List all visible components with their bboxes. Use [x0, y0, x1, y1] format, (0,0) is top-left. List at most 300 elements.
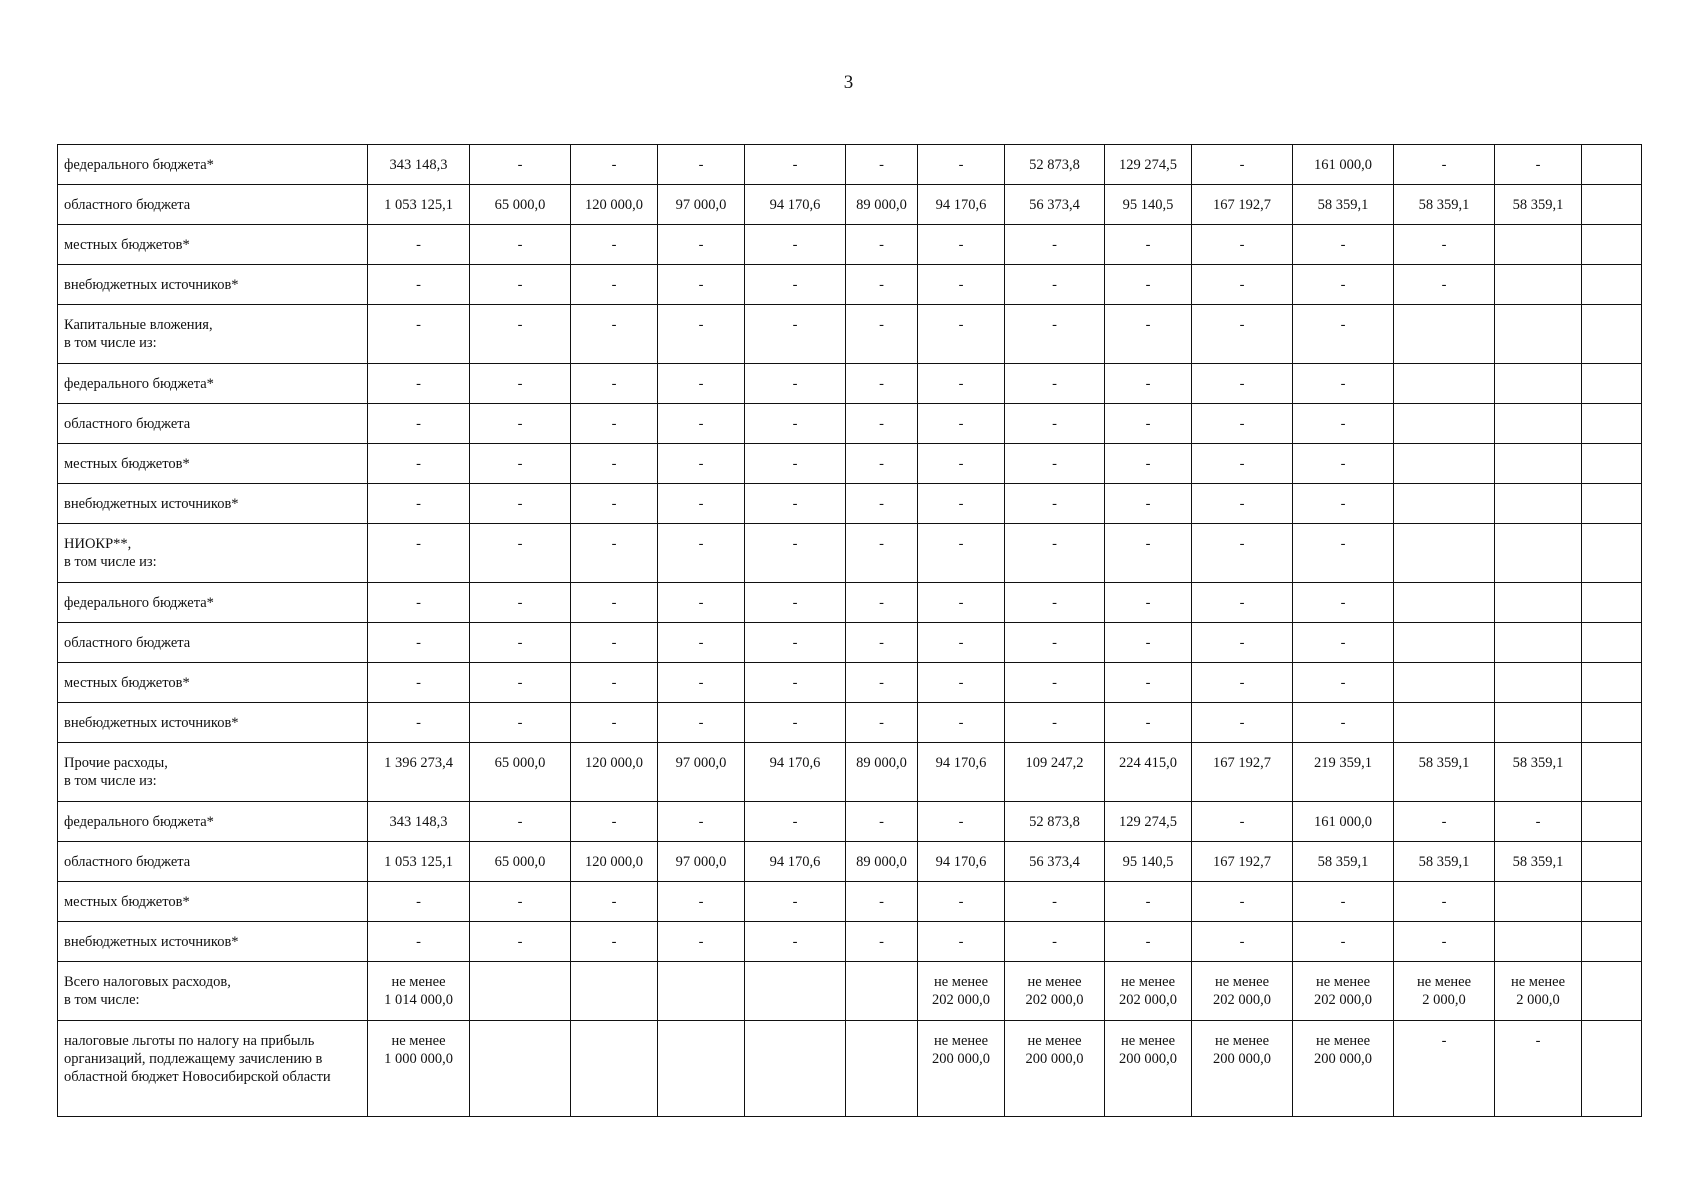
table-cell: -	[1293, 623, 1394, 663]
table-cell	[1394, 444, 1495, 484]
table-cell: -	[1005, 922, 1105, 962]
table-row	[58, 444, 1642, 484]
table-cell: -	[1192, 225, 1293, 265]
table-cell	[658, 1021, 745, 1117]
table-cell: 89 000,0	[846, 842, 918, 882]
row-label: внебюджетных источников*	[58, 703, 368, 743]
table-cell: 52 873,8	[1005, 145, 1105, 185]
table-cell: 94 170,6	[918, 842, 1005, 882]
table-cell: -	[745, 882, 846, 922]
table-cell: -	[658, 145, 745, 185]
row-label: НИОКР**, в том числе из:	[58, 524, 368, 583]
table-cell: -	[571, 305, 658, 364]
table-cell: -	[1005, 663, 1105, 703]
table-cell: -	[1293, 364, 1394, 404]
budget-table-body	[58, 145, 1642, 1117]
table-cell: -	[1394, 225, 1495, 265]
table-cell: 58 359,1	[1495, 842, 1582, 882]
table-cell: -	[1394, 265, 1495, 305]
table-cell: -	[745, 583, 846, 623]
table-cell	[1582, 265, 1642, 305]
table-cell: -	[846, 882, 918, 922]
table-cell: 58 359,1	[1495, 743, 1582, 802]
table-cell: 343 148,3	[368, 802, 470, 842]
table-cell: 167 192,7	[1192, 743, 1293, 802]
table-cell: -	[470, 703, 571, 743]
table-cell: не менее 1 000 000,0	[368, 1021, 470, 1117]
table-cell	[1582, 703, 1642, 743]
row-label: внебюджетных источников*	[58, 484, 368, 524]
table-cell: -	[918, 444, 1005, 484]
table-cell: -	[846, 444, 918, 484]
table-cell: 94 170,6	[745, 743, 846, 802]
table-cell: -	[1005, 484, 1105, 524]
table-cell: -	[658, 583, 745, 623]
table-cell: -	[368, 922, 470, 962]
row-label: областного бюджета	[58, 842, 368, 882]
table-cell	[1582, 583, 1642, 623]
table-cell: -	[1192, 265, 1293, 305]
table-cell: -	[571, 364, 658, 404]
table-cell: -	[1192, 484, 1293, 524]
table-cell: 1 396 273,4	[368, 743, 470, 802]
table-cell	[1394, 524, 1495, 583]
table-cell: -	[1105, 404, 1192, 444]
table-cell: не менее 202 000,0	[1005, 962, 1105, 1021]
table-row	[58, 265, 1642, 305]
table-cell: не менее 2 000,0	[1394, 962, 1495, 1021]
table-cell	[1582, 802, 1642, 842]
table-cell	[1582, 743, 1642, 802]
table-cell: -	[658, 802, 745, 842]
table-cell: -	[1293, 305, 1394, 364]
table-cell: -	[368, 484, 470, 524]
table-cell: -	[571, 484, 658, 524]
table-cell: -	[658, 703, 745, 743]
table-cell: -	[1394, 145, 1495, 185]
table-cell: -	[658, 404, 745, 444]
table-cell	[1582, 623, 1642, 663]
table-row	[58, 364, 1642, 404]
table-cell: -	[1192, 444, 1293, 484]
table-cell	[1495, 484, 1582, 524]
table-cell: -	[1394, 802, 1495, 842]
row-label: местных бюджетов*	[58, 225, 368, 265]
table-cell: -	[1005, 703, 1105, 743]
table-cell	[846, 962, 918, 1021]
table-cell: 65 000,0	[470, 185, 571, 225]
table-cell: -	[1293, 703, 1394, 743]
table-cell: -	[846, 265, 918, 305]
table-cell: -	[1192, 583, 1293, 623]
table-cell: -	[571, 524, 658, 583]
table-cell: -	[368, 663, 470, 703]
table-cell: 58 359,1	[1394, 185, 1495, 225]
table-row	[58, 185, 1642, 225]
table-cell: не менее 2 000,0	[1495, 962, 1582, 1021]
table-cell: -	[1105, 663, 1192, 703]
table-cell: -	[918, 922, 1005, 962]
table-cell	[1582, 444, 1642, 484]
table-cell: -	[368, 444, 470, 484]
table-cell: не менее 200 000,0	[1005, 1021, 1105, 1117]
table-row	[58, 922, 1642, 962]
table-cell: -	[846, 404, 918, 444]
table-cell: 129 274,5	[1105, 145, 1192, 185]
table-cell: -	[658, 444, 745, 484]
row-label: федерального бюджета*	[58, 583, 368, 623]
table-cell	[1582, 922, 1642, 962]
table-cell: -	[571, 703, 658, 743]
table-cell	[1394, 623, 1495, 663]
table-cell: 58 359,1	[1495, 185, 1582, 225]
row-label: местных бюджетов*	[58, 663, 368, 703]
table-cell: -	[745, 364, 846, 404]
table-cell	[1582, 663, 1642, 703]
table-cell	[1495, 583, 1582, 623]
table-cell	[1582, 962, 1642, 1021]
table-row	[58, 305, 1642, 364]
table-cell: -	[1495, 802, 1582, 842]
row-label: Всего налоговых расходов, в том числе:	[58, 962, 368, 1021]
table-row	[58, 962, 1642, 1021]
table-cell: -	[1394, 882, 1495, 922]
table-cell: 129 274,5	[1105, 802, 1192, 842]
table-row	[58, 524, 1642, 583]
table-cell: не менее 200 000,0	[1293, 1021, 1394, 1117]
table-cell: -	[1105, 265, 1192, 305]
row-label: местных бюджетов*	[58, 882, 368, 922]
table-cell: -	[846, 623, 918, 663]
table-cell: -	[1192, 802, 1293, 842]
budget-table	[57, 144, 1642, 1117]
table-cell: -	[368, 404, 470, 444]
table-cell: -	[470, 802, 571, 842]
table-cell: -	[1293, 882, 1394, 922]
table-cell: -	[846, 922, 918, 962]
table-cell	[1582, 524, 1642, 583]
table-cell: 89 000,0	[846, 185, 918, 225]
table-cell: -	[1005, 305, 1105, 364]
table-cell: не менее 202 000,0	[1192, 962, 1293, 1021]
table-cell: 94 170,6	[745, 842, 846, 882]
table-cell: -	[846, 663, 918, 703]
table-cell	[1582, 305, 1642, 364]
table-cell: 109 247,2	[1005, 743, 1105, 802]
table-cell: 1 053 125,1	[368, 185, 470, 225]
table-cell: -	[470, 663, 571, 703]
table-cell: -	[846, 802, 918, 842]
row-label: внебюджетных источников*	[58, 922, 368, 962]
table-cell: -	[1192, 404, 1293, 444]
table-cell: -	[1293, 225, 1394, 265]
table-row	[58, 703, 1642, 743]
table-cell	[1394, 305, 1495, 364]
table-cell: -	[571, 225, 658, 265]
table-cell: -	[658, 663, 745, 703]
table-cell: -	[470, 145, 571, 185]
table-cell: -	[918, 703, 1005, 743]
table-cell: -	[1495, 1021, 1582, 1117]
table-cell	[470, 1021, 571, 1117]
table-cell: -	[745, 484, 846, 524]
table-cell: -	[1293, 583, 1394, 623]
table-cell	[1582, 842, 1642, 882]
table-cell: -	[846, 524, 918, 583]
table-cell	[1495, 922, 1582, 962]
table-cell: -	[918, 623, 1005, 663]
table-cell: -	[1005, 404, 1105, 444]
table-cell	[1394, 703, 1495, 743]
table-cell: -	[470, 922, 571, 962]
table-cell: -	[1105, 703, 1192, 743]
table-cell: 1 053 125,1	[368, 842, 470, 882]
table-cell: -	[1192, 305, 1293, 364]
table-cell: -	[1394, 922, 1495, 962]
table-row	[58, 583, 1642, 623]
table-cell: -	[1192, 663, 1293, 703]
table-cell	[1582, 882, 1642, 922]
table-row	[58, 1021, 1642, 1117]
table-cell: -	[368, 225, 470, 265]
table-cell: -	[470, 882, 571, 922]
table-cell: -	[1005, 524, 1105, 583]
table-cell: 52 873,8	[1005, 802, 1105, 842]
table-cell: -	[1105, 922, 1192, 962]
table-cell: 167 192,7	[1192, 842, 1293, 882]
table-cell: -	[368, 305, 470, 364]
table-cell: 58 359,1	[1293, 842, 1394, 882]
table-cell: -	[571, 802, 658, 842]
table-row	[58, 404, 1642, 444]
table-cell	[1394, 364, 1495, 404]
table-cell	[1394, 583, 1495, 623]
row-label: федерального бюджета*	[58, 802, 368, 842]
row-label: местных бюджетов*	[58, 444, 368, 484]
table-cell: -	[918, 882, 1005, 922]
table-cell: -	[918, 524, 1005, 583]
table-cell: -	[1005, 623, 1105, 663]
table-cell: 95 140,5	[1105, 842, 1192, 882]
table-cell: -	[1394, 1021, 1495, 1117]
table-cell: -	[846, 703, 918, 743]
table-cell	[658, 962, 745, 1021]
table-cell: -	[918, 484, 1005, 524]
table-cell: -	[1192, 145, 1293, 185]
table-cell	[470, 962, 571, 1021]
table-cell: -	[1105, 305, 1192, 364]
table-cell: 120 000,0	[571, 842, 658, 882]
table-cell: -	[470, 404, 571, 444]
table-cell: -	[918, 265, 1005, 305]
table-cell: -	[1495, 145, 1582, 185]
table-cell: 56 373,4	[1005, 842, 1105, 882]
table-cell: 120 000,0	[571, 743, 658, 802]
table-cell	[1495, 663, 1582, 703]
table-cell: -	[1293, 265, 1394, 305]
table-cell: 94 170,6	[918, 185, 1005, 225]
table-cell: -	[918, 583, 1005, 623]
table-cell: -	[1005, 364, 1105, 404]
row-label: областного бюджета	[58, 623, 368, 663]
table-cell	[745, 1021, 846, 1117]
table-cell: -	[470, 623, 571, 663]
table-cell: -	[1192, 364, 1293, 404]
table-cell: -	[658, 225, 745, 265]
table-cell	[1495, 703, 1582, 743]
table-cell: -	[1105, 583, 1192, 623]
table-cell: -	[745, 524, 846, 583]
table-cell	[1582, 364, 1642, 404]
table-cell: -	[571, 145, 658, 185]
table-cell: 95 140,5	[1105, 185, 1192, 225]
table-cell: не менее 200 000,0	[1192, 1021, 1293, 1117]
table-cell: -	[846, 145, 918, 185]
table-cell: не менее 202 000,0	[918, 962, 1005, 1021]
table-cell	[1582, 185, 1642, 225]
table-cell	[1582, 404, 1642, 444]
table-cell: -	[1105, 623, 1192, 663]
table-cell: не менее 202 000,0	[1105, 962, 1192, 1021]
table-cell: -	[1105, 882, 1192, 922]
table-cell: -	[368, 703, 470, 743]
table-cell: -	[571, 583, 658, 623]
table-cell	[846, 1021, 918, 1117]
table-cell: -	[846, 305, 918, 364]
table-cell: -	[918, 225, 1005, 265]
table-cell: -	[571, 922, 658, 962]
table-cell: -	[1293, 444, 1394, 484]
table-cell	[1582, 225, 1642, 265]
table-cell: -	[1192, 922, 1293, 962]
table-cell: -	[470, 265, 571, 305]
table-cell: -	[846, 225, 918, 265]
table-cell: -	[470, 583, 571, 623]
table-row	[58, 484, 1642, 524]
table-cell: -	[1005, 444, 1105, 484]
table-cell: -	[658, 265, 745, 305]
table-cell	[571, 962, 658, 1021]
table-cell: не менее 200 000,0	[1105, 1021, 1192, 1117]
table-cell: 167 192,7	[1192, 185, 1293, 225]
table-cell: 97 000,0	[658, 185, 745, 225]
table-cell: 94 170,6	[745, 185, 846, 225]
table-cell: -	[745, 305, 846, 364]
table-cell: 219 359,1	[1293, 743, 1394, 802]
table-cell: -	[658, 484, 745, 524]
table-cell: 161 000,0	[1293, 802, 1394, 842]
table-cell: -	[918, 145, 1005, 185]
table-cell: -	[846, 364, 918, 404]
row-label: налоговые льготы по налогу на прибыль организаций, подлежащему зачислению в областной бюджет Новосибирской области	[58, 1021, 368, 1117]
row-label: Капитальные вложения, в том числе из:	[58, 305, 368, 364]
table-cell: -	[1192, 703, 1293, 743]
table-cell	[1495, 364, 1582, 404]
table-cell: -	[1105, 225, 1192, 265]
table-cell	[1495, 225, 1582, 265]
table-cell: -	[1192, 524, 1293, 583]
table-cell: -	[571, 444, 658, 484]
table-cell: -	[1005, 583, 1105, 623]
table-cell: 343 148,3	[368, 145, 470, 185]
table-cell	[1495, 305, 1582, 364]
row-label: федерального бюджета*	[58, 364, 368, 404]
table-cell: -	[658, 882, 745, 922]
table-cell: -	[1293, 663, 1394, 703]
table-cell: -	[658, 364, 745, 404]
table-cell: 58 359,1	[1394, 842, 1495, 882]
table-row	[58, 145, 1642, 185]
table-cell: -	[745, 265, 846, 305]
table-cell: -	[368, 265, 470, 305]
table-cell: -	[571, 882, 658, 922]
table-cell: -	[470, 364, 571, 404]
table-cell: -	[846, 484, 918, 524]
table-cell: 65 000,0	[470, 743, 571, 802]
table-cell	[1394, 663, 1495, 703]
table-cell	[571, 1021, 658, 1117]
table-cell: -	[658, 305, 745, 364]
table-cell: -	[1005, 882, 1105, 922]
row-label: федерального бюджета*	[58, 145, 368, 185]
table-cell: -	[1105, 524, 1192, 583]
table-cell	[1582, 484, 1642, 524]
table-cell: -	[470, 305, 571, 364]
table-cell: -	[918, 802, 1005, 842]
table-cell	[745, 962, 846, 1021]
table-row	[58, 743, 1642, 802]
table-cell: -	[745, 404, 846, 444]
table-cell: 97 000,0	[658, 842, 745, 882]
table-cell: -	[658, 623, 745, 663]
table-cell: -	[368, 364, 470, 404]
table-cell	[1495, 404, 1582, 444]
table-cell: -	[368, 583, 470, 623]
table-cell: -	[745, 703, 846, 743]
table-cell: -	[571, 265, 658, 305]
table-row	[58, 842, 1642, 882]
table-cell: -	[745, 145, 846, 185]
table-cell: -	[745, 922, 846, 962]
table-cell: -	[1105, 364, 1192, 404]
table-cell	[1495, 623, 1582, 663]
table-cell: -	[470, 225, 571, 265]
table-cell	[1394, 404, 1495, 444]
table-cell: 65 000,0	[470, 842, 571, 882]
table-cell: -	[368, 623, 470, 663]
table-cell: -	[571, 623, 658, 663]
row-label: областного бюджета	[58, 185, 368, 225]
table-cell: 58 359,1	[1293, 185, 1394, 225]
table-cell: -	[470, 484, 571, 524]
table-cell: -	[470, 524, 571, 583]
table-cell: 94 170,6	[918, 743, 1005, 802]
table-cell	[1495, 265, 1582, 305]
table-cell: -	[918, 305, 1005, 364]
table-cell: -	[368, 524, 470, 583]
table-cell: -	[745, 225, 846, 265]
table-cell: 161 000,0	[1293, 145, 1394, 185]
table-cell: 58 359,1	[1394, 743, 1495, 802]
table-row	[58, 663, 1642, 703]
table-cell: -	[571, 663, 658, 703]
table-cell: -	[745, 444, 846, 484]
table-cell: -	[658, 524, 745, 583]
row-label: Прочие расходы, в том числе из:	[58, 743, 368, 802]
row-label: внебюджетных источников*	[58, 265, 368, 305]
table-cell: 89 000,0	[846, 743, 918, 802]
table-cell: -	[745, 802, 846, 842]
